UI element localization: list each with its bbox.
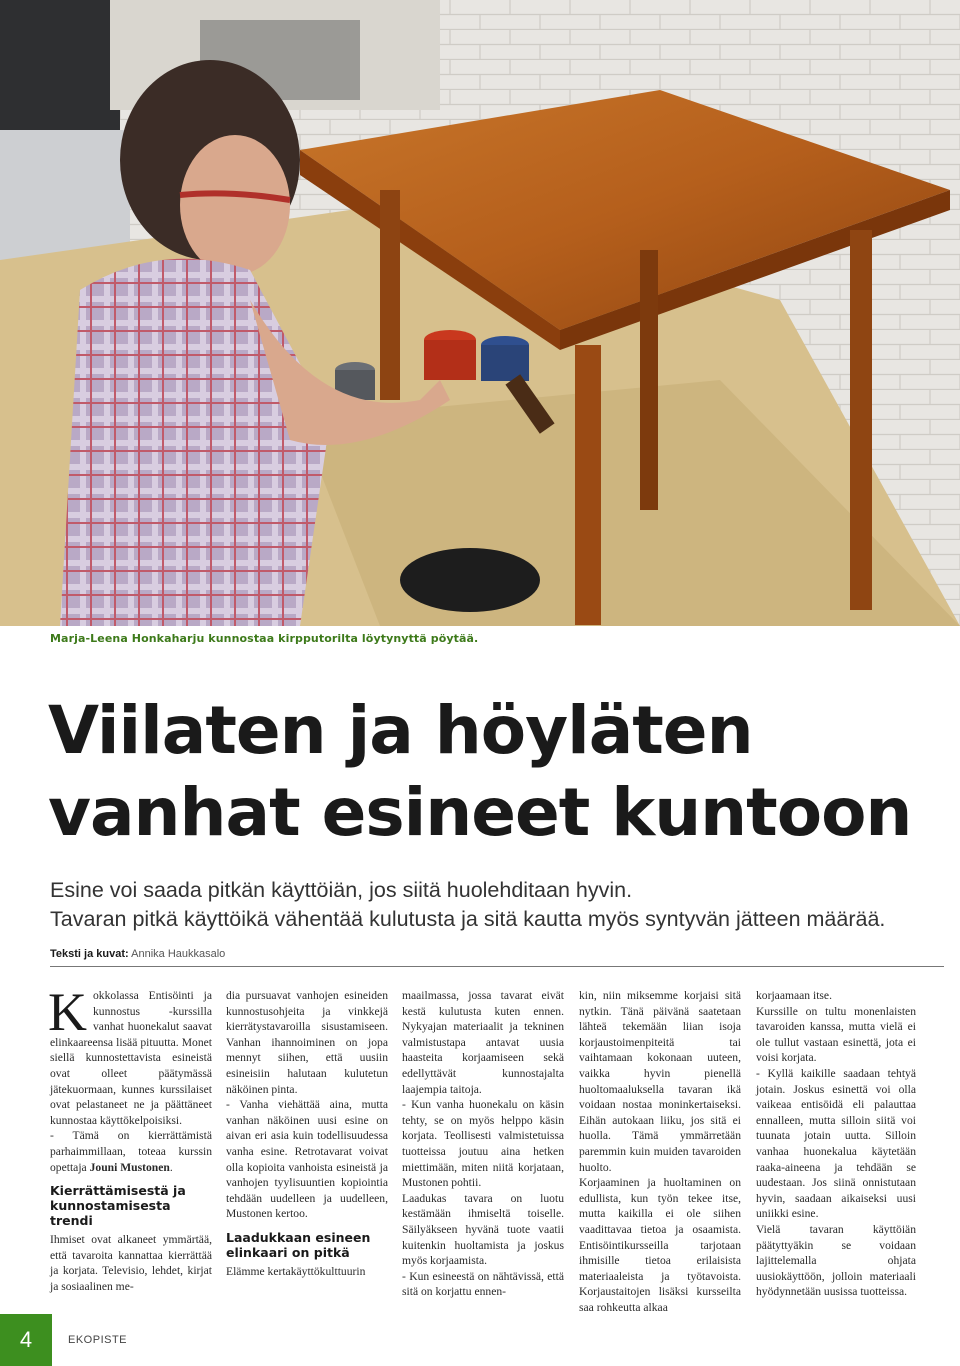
paragraph: - Tämä on kierrättämistä parhaimmillaan, toteaa kurssin opettaja Jouni Mustonen. <box>50 1129 212 1174</box>
paragraph: maailmassa, jossa tavarat eivät kestä kulutusta kuten ennen. Nykyajan materiaalit ja tekninen valmistustapa antavat uusia haasteita korjaamiseen sekä edellyttävät kunnostajalta laajempia taitoja. <box>402 989 564 1096</box>
paragraph: Kokkolassa Entisöinti ja kunnostus -kurssilla vanhat huonekalut saavat elinkaareensa lisää pituutta. Monet siellä kunnostettavista esineistä ovat olleet päätymässä jätekuormaan, kunnes kurssilaiset ovat pelastaneet ne ja päättäneet kunnostaa käyttökelpoisiksi. <box>48 982 212 1127</box>
author-credit <box>50 948 225 960</box>
paragraph: - Kun vanha huonekalu on käsin tehty, se on myös helppo käsin korjata. Teollisesti valmistetuissa tuotteissa joutuu aina hetken miettimään, miten niitä korjataan, Mustonen pohtii. <box>402 1098 564 1190</box>
drop-cap: K <box>48 982 87 1042</box>
article-title <box>48 690 911 854</box>
title-line-2: vanhat esineet kuntoon <box>48 774 912 851</box>
credit-name: Annika Haukkasalo <box>131 948 226 960</box>
publication-name: EKOPISTE <box>68 1334 128 1346</box>
text-column-4 <box>579 988 741 1315</box>
title-line-1: Viilaten ja höyläten <box>48 692 753 769</box>
subheading: Kierrättämisestä ja kunnostamisesta trendi <box>50 1183 186 1229</box>
paragraph: dia pursuavat vanhojen esineiden kunnostusohjeita ja vinkkejä kierrätystavaroilla sisustamiseen. Vanhan ihannoiminen on jopa mennyt siihen, että uusiin esineisiin halutaan kulutetun näköinen pinta. <box>226 989 388 1096</box>
text-column-5 <box>756 988 916 1300</box>
paragraph: - Vanha viehättää aina, mutta vanhan näköinen uusi esine on aivan eri asia kuin todellisuudessa vanha esine. Retrotavarat voivat olla kopioita vanhoista esineistä ja vanhojen tyylisuuntien kopiointia tehdään uudelleen ja uudelleen, Mustonen kertoo. <box>226 1098 388 1221</box>
lead-line-1: Esine voi saada pitkän käyttöiän, jos siitä huolehditaan hyvin. <box>50 878 633 902</box>
text-column-1 <box>48 982 212 1295</box>
divider <box>50 966 944 967</box>
photo-caption: Marja-Leena Honkaharju kunnostaa kirpputorilta löytynyttä pöytää. <box>50 632 479 645</box>
page-number: 4 <box>0 1314 52 1366</box>
lead-line-2: Tavaran pitkä käyttöikä vähentää kulutusta ja sitä kautta myös syntyvän jätteen määrää. <box>50 907 886 931</box>
paragraph: Ihmiset ovat alkaneet ymmärtää, että tavaroita kannattaa kierrättää ja korjata. Televisio, lehdet, kirjat ja sosiaalinen me- <box>50 1233 212 1293</box>
paragraph: Vielä tavaran käyttöiän päätyttyäkin se voidaan lajittelemalla ohjata uusiokäyttöön, jolloin materiaali hyödynnetään uusissa tuotteissa. <box>756 1222 916 1299</box>
paragraph: Elämme kertakäyttökulttuurin <box>226 1264 366 1278</box>
paragraph: - Kun esineestä on nähtävissä, että sitä on korjattu ennen- <box>402 1269 564 1299</box>
paragraph: Kurssille on tultu monenlaisten tavaroiden kanssa, mutta vielä ei ole tullut vastaan esinettä, jota ei voisi korjata. <box>756 1004 916 1065</box>
subheading: Laadukkaan esineen elinkaari on pitkä <box>226 1229 371 1260</box>
paragraph: kin, niin miksemme korjaisi sitä nytkin. Tänä päivänä saatetaan lähteä tekemään liian isoja korjaustoimenpiteitä tai vaihtamaan kokonaan uuteen, vaikka hyvin pienellä huoltomaaluksella tavaran ikä voidaan nostaa moninkertaiseksi. Eihän autokaan liiku, jos sitä ei huolla. Tämä ymmärretään paremmin kuin muiden tavaroiden huolto. <box>579 989 741 1174</box>
credit-label: Teksti ja kuvat: <box>50 948 129 960</box>
paragraph: - Kyllä kaikille saadaan tehtyä jotain. Joskus esinettä voi olla vaikeaa entisöidä eli palauttaa ennalleen, mutta silloin siitä voi tuunata jotain uutta. Silloin vanhaa huonekalua käytetään raaka-aineena ja tehdään se uudestaan. Jos siinä onnistutaan hyvin, saadaan aikaiseksi uusi uniikki esine. <box>756 1066 916 1221</box>
paragraph: Laadukas tavara on luotu kestämään ihmiseltä toiselle. Säilyäkseen hyvänä tuote vaatii kuitenkin huoltamista ja joskus myös korjaamista. <box>402 1191 564 1268</box>
text-column-2 <box>226 988 388 1280</box>
person-name: Jouni Mustonen <box>89 1160 170 1174</box>
text-column-3 <box>402 988 564 1300</box>
article-lead <box>50 876 930 934</box>
paragraph: korjaamaan itse. <box>756 989 832 1002</box>
article-photo <box>0 0 960 626</box>
paragraph: Korjaaminen ja huoltaminen on edullista, kun työn tekee itse, mutta kaikilla ei ole siihen vaadittavaa tietoa ja osaamista. Entisöintikursseilla tarjotaan ihmisille tietoa erilaisista materiaaleista ja työtavoista. Korjaustaitojen lisäksi kursseilta saa rohkeutta alkaa <box>579 1176 741 1314</box>
